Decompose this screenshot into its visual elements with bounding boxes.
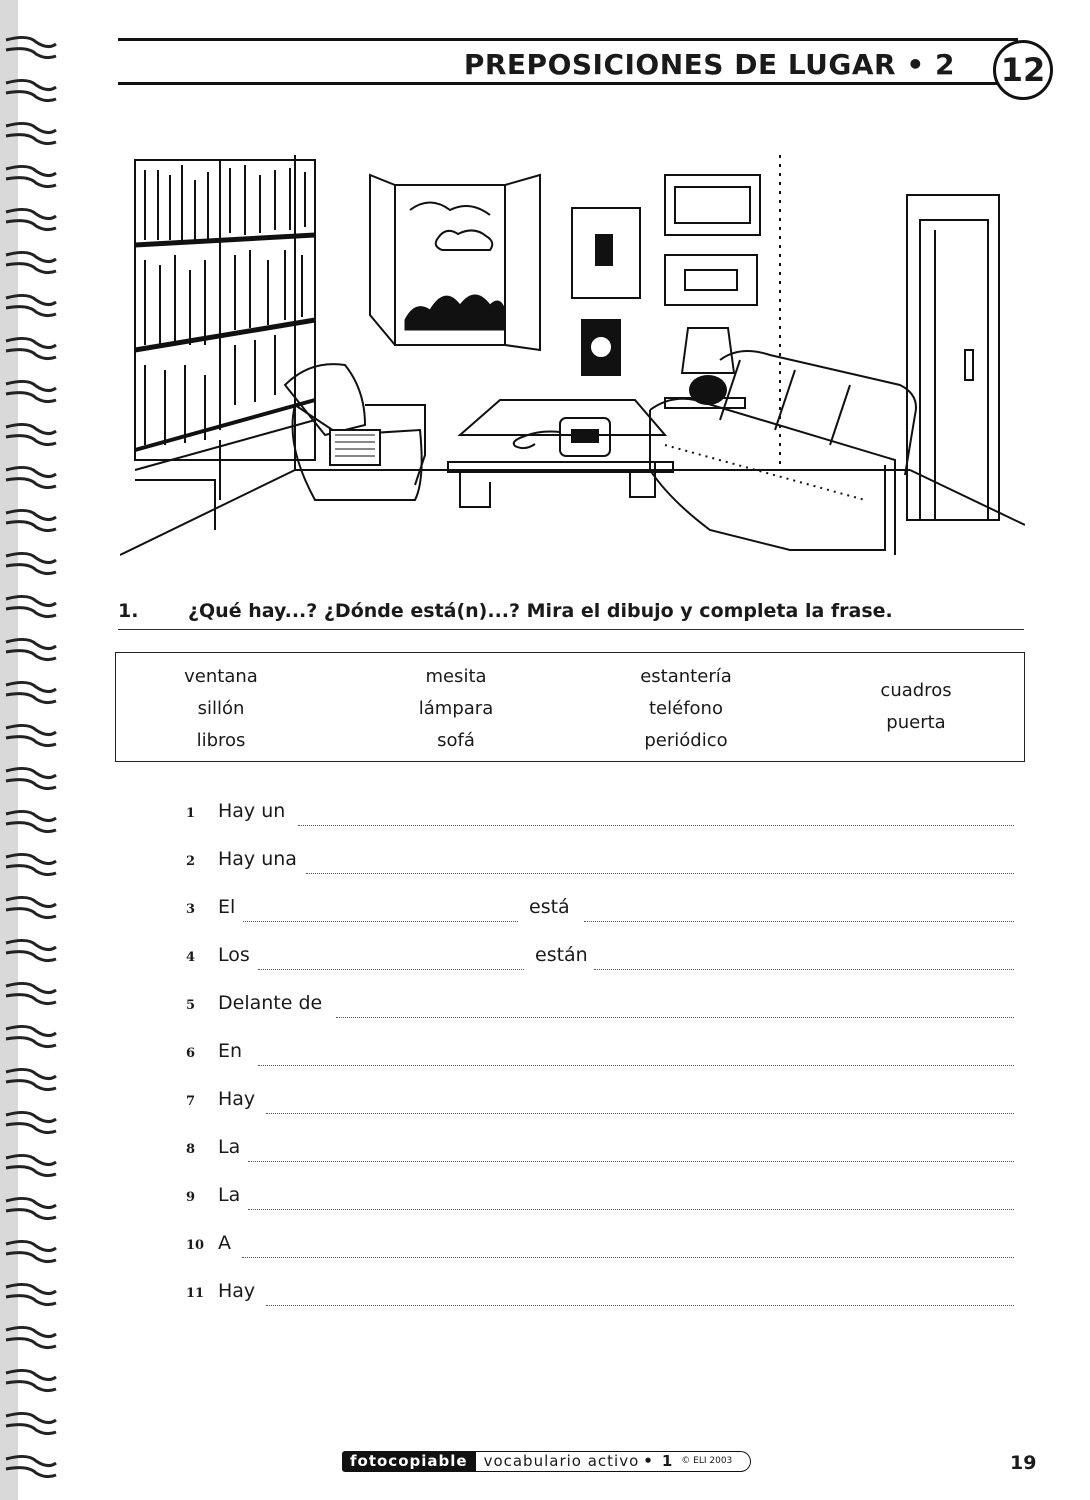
sofa-drawing — [650, 351, 916, 555]
answer-line[interactable] — [306, 873, 1014, 874]
footer-banner — [342, 1450, 751, 1472]
word-item: estantería — [640, 666, 732, 687]
word-item: sillón — [197, 698, 245, 719]
table-and-phone-drawing — [448, 400, 673, 507]
page-number: 19 — [1010, 1452, 1037, 1474]
sentence-row — [186, 848, 1014, 878]
sentence-row — [186, 1136, 1014, 1166]
book-title: vocabulario activo — [483, 1452, 640, 1470]
sentence-start: La — [218, 1136, 241, 1158]
word-item: teléfono — [649, 698, 723, 719]
header-rule-bottom — [118, 82, 998, 85]
sentence-row — [186, 1280, 1014, 1310]
answer-line[interactable] — [258, 969, 524, 970]
book-series-label — [476, 1451, 752, 1472]
word-item: puerta — [886, 712, 946, 733]
wall-pictures — [572, 175, 760, 375]
book-level: 1 — [661, 1452, 674, 1470]
sentence-start: Hay — [218, 1088, 256, 1110]
sentence-number: 11 — [186, 1286, 205, 1301]
sentence-number: 4 — [186, 950, 196, 965]
answer-line[interactable] — [584, 921, 1014, 922]
answer-line[interactable] — [258, 1065, 1014, 1066]
word-item: ventana — [184, 666, 258, 687]
photocopiable-badge: fotocopiable — [342, 1451, 476, 1472]
answer-line[interactable] — [298, 825, 1014, 826]
answer-line[interactable] — [243, 921, 518, 922]
sentence-number: 10 — [186, 1238, 205, 1253]
word-column-3 — [631, 661, 741, 757]
word-item: lámpara — [418, 698, 494, 719]
word-column-2 — [406, 661, 506, 757]
answer-line[interactable] — [248, 1161, 1014, 1162]
answer-line[interactable] — [242, 1257, 1014, 1258]
sentence-middle: están — [535, 944, 588, 966]
answer-line[interactable] — [266, 1305, 1014, 1306]
sentence-number: 1 — [186, 806, 196, 821]
copyright-text: © ELI 2003 — [681, 1456, 733, 1466]
sentence-row — [186, 896, 1014, 926]
sentence-row — [186, 1088, 1014, 1118]
word-item: periódico — [644, 730, 728, 751]
sentence-start: Hay una — [218, 848, 297, 870]
word-box — [115, 652, 1025, 762]
bullet-separator: • — [643, 1452, 654, 1470]
sentence-number: 3 — [186, 902, 196, 917]
sentence-start: La — [218, 1184, 241, 1206]
sentence-start: En — [218, 1040, 243, 1062]
answer-line[interactable] — [336, 1017, 1014, 1018]
word-item: cuadros — [880, 680, 952, 701]
word-item: sofá — [437, 730, 475, 751]
sentence-start: A — [218, 1232, 231, 1254]
lamp-drawing — [665, 328, 745, 408]
word-item: mesita — [425, 666, 487, 687]
exercise-rule — [118, 629, 1024, 630]
sentence-row — [186, 944, 1014, 974]
exercise-number: 1. — [118, 600, 139, 622]
spiral-binding — [0, 0, 62, 1500]
page-title: PREPOSICIONES DE LUGAR • 2 — [463, 48, 955, 81]
sentence-number: 2 — [186, 854, 196, 869]
sentence-number: 5 — [186, 998, 196, 1013]
answer-line[interactable] — [248, 1209, 1014, 1210]
sentence-start: Hay — [218, 1280, 256, 1302]
header-rule-top — [118, 38, 1018, 41]
sentence-row — [186, 800, 1014, 830]
sentence-middle: está — [529, 896, 570, 918]
sentence-number: 7 — [186, 1094, 196, 1109]
sentence-start: Hay un — [218, 800, 286, 822]
unit-number-badge: 12 — [993, 40, 1053, 100]
sentence-number: 9 — [186, 1190, 196, 1205]
armchair-drawing — [285, 364, 425, 500]
sentence-start: El — [218, 896, 236, 918]
sentence-row — [186, 1040, 1014, 1070]
door-drawing — [907, 195, 999, 520]
exercise-instruction: ¿Qué hay...? ¿Dónde está(n)...? Mira el dibujo y completa la frase. — [188, 600, 893, 622]
sentence-number: 8 — [186, 1142, 196, 1157]
word-item: libros — [196, 730, 246, 751]
sentence-number: 6 — [186, 1046, 196, 1061]
sentence-row — [186, 992, 1014, 1022]
window-drawing — [370, 175, 540, 350]
sentence-row — [186, 1184, 1014, 1214]
answer-line[interactable] — [266, 1113, 1014, 1114]
sentence-start: Delante de — [218, 992, 323, 1014]
sentence-start: Los — [218, 944, 250, 966]
word-column-1 — [176, 661, 266, 757]
sentence-row — [186, 1232, 1014, 1262]
answer-line[interactable] — [594, 969, 1014, 970]
living-room-illustration — [120, 150, 1025, 560]
word-column-4 — [861, 675, 971, 739]
